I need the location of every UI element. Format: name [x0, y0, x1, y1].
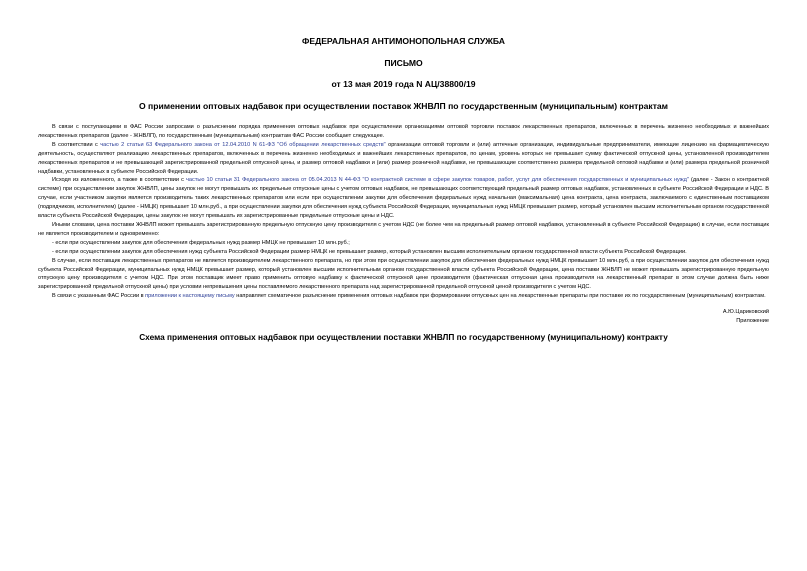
paragraph-appendix-ref: [38, 292, 769, 301]
paragraph-law-61: [38, 141, 769, 177]
organization-heading: ФЕДЕРАЛЬНАЯ АНТИМОНОПОЛЬНАЯ СЛУЖБА: [302, 36, 505, 46]
paragraph-text: Исходя из изложенного, а также в соответствии с: [52, 177, 186, 184]
appendix-label: Приложение: [736, 317, 769, 324]
law-44-link[interactable]: частью 10 статьи 31 Федерального закона от 05.04.2013 N 44-ФЗ "О контрактной системе в сфере закупок товаров, работ, услуг для обеспечения государственных и муниципальных нужд": [186, 177, 689, 184]
paragraph-law-44: [38, 176, 769, 221]
paragraph-supplier-case: В случае, если поставщик лекарственных препаратов не является производителем лекарственного препарата, но при этом при осуществлении закупок для обеспечения федеральных нужд НМЦК превышает 10 млн.руб, а при осуществлении закупок для обеспечения нужд субъекта Российской Федерации, муниципальных нужд НМЦК превышает размер, который установлен высшим исполнительным органом государственной власти субъекта Российской Федерации, цена поставки ЖНВЛП не может превышать зарегистрированную предельную отпускную цену производителя с учетом НДС. При этом поставщик имеет право применить оптовую надбавку к фактической отпускной цене производителя (фактическая отпускная цена производителя на лекарственный препарат в этом случае должна быть ниже зарегистрированной предельной отпускной цены) при условии непревышения цены поставляемого лекарственного препарата над зарегистрированной предельной отпускной ценой производителя с учетом НДС.: [38, 257, 769, 291]
law-61-link[interactable]: частью 2 статьи 63 Федерального закона от 12.04.2010 N 61-ФЗ "Об обращении лекарственных средств": [100, 141, 386, 148]
paragraph-other-words: Иными словами, цена поставки ЖНВЛП может превышать зарегистрированную предельную отпускную цену производителя с учетом НДС (не более чем на предельный размер оптовой надбавки, установленный в субъекте Российской Федерации) в случае, если поставщик не является производителем и одновременно:: [38, 221, 769, 237]
document-type: ПИСЬМО: [384, 58, 423, 68]
scheme-title: Схема применения оптовых надбавок при осуществлении поставки ЖНВЛП по государственному (муниципальному) контракту: [139, 331, 668, 342]
paragraph-text: В соответствии с: [52, 141, 101, 148]
document-subject: О применении оптовых надбавок при осуществлении поставок ЖНВЛП по государственным (муниципальным) контрактам: [138, 101, 669, 111]
paragraph-text: (далее - Закон о контрактной системе) при осуществлении закупок ЖНВЛП, цены закупок не могут превышать их предельные отпускные цены с учетом оптовых надбавок, не превышающих соответствующий предельный размер оптовых надбавок, установленных в субъекте Российской Федерации и НДС. В случае, если участником закупки является производитель таких лекарственных препаратов или если при осуществлении закупки для обеспечения федеральных нужд начальная (максимальная) цена контракта, цена контракта, заключаемого с единственным поставщиком (подрядчиком, исполнителем) (далее - НМЦК) превышает 10 млн.руб., а при осуществлении закупки для обеспечения нужд субъекта Российской Федерации, муниципальных нужд НМЦК превышает размер, который установлен высшим исполнительным органом государственной власти субъекта Российской Федерации, цены закупок не могут превышать их зарегистрированные предельные отпускные цены и НДС.: [38, 177, 770, 220]
paragraph-text: организации оптовой торговли и (или) аптечные организации, индивидуальные предприниматели, имеющие лицензию на фармацевтическую деятельность, осуществляют реализацию лекарственных препаратов, включенных в перечень жизненно необходимых и важнейших лекарственных препаратов, по ценам, уровень которых не превышает сумму фактической отпускной цены, установленной производителем лекарственных препаратов и не превышающей зарегистрированной предельной отпускной цены, и размер оптовой надбавки и (или) размер розничной надбавки, не превышающие соответственно размера предельной оптовой надбавки и (или) размера предельной розничной надбавки, установленных в субъекте Российской Федерации.: [38, 141, 769, 175]
signatory: А.Ю.Цариковский: [722, 309, 769, 316]
list-item-regional: - если при осуществлении закупок для обеспечения нужд субъекта Российской Федерации размер НМЦК не превышает размер, который установлен высшим исполнительным органом государственной власти субъекта Российской Федерации.: [52, 248, 687, 255]
paragraph-text: направляет схематичное разъяснение применения оптовых надбавок при формировании отпускных цен на лекарственные препараты при поставке их по государственным (муниципальным) контрактам.: [234, 293, 766, 300]
document-date-number: от 13 мая 2019 года N АЦ/38800/19: [331, 79, 476, 89]
paragraph-intro: В связи с поступающими в ФАС России запросами о разъяснении порядка применения оптовых надбавок при осуществлении организациями оптовой торговли поставок лекарственных препаратов, включенных в перечень жизненно необходимых и важнейших лекарственных препаратов (далее - ЖНВЛП), по государственным (муниципальным) контрактам ФАС России сообщает следующее.: [38, 124, 769, 139]
letter-body: [38, 123, 769, 301]
appendix-link[interactable]: приложении к настоящему письму: [145, 293, 235, 300]
paragraph-text: В связи с указанным ФАС России в: [52, 293, 146, 300]
list-item-federal: - если при осуществлении закупок для обеспечения федеральных нужд размер НМЦК не превышает 10 млн.руб.;: [52, 239, 350, 246]
